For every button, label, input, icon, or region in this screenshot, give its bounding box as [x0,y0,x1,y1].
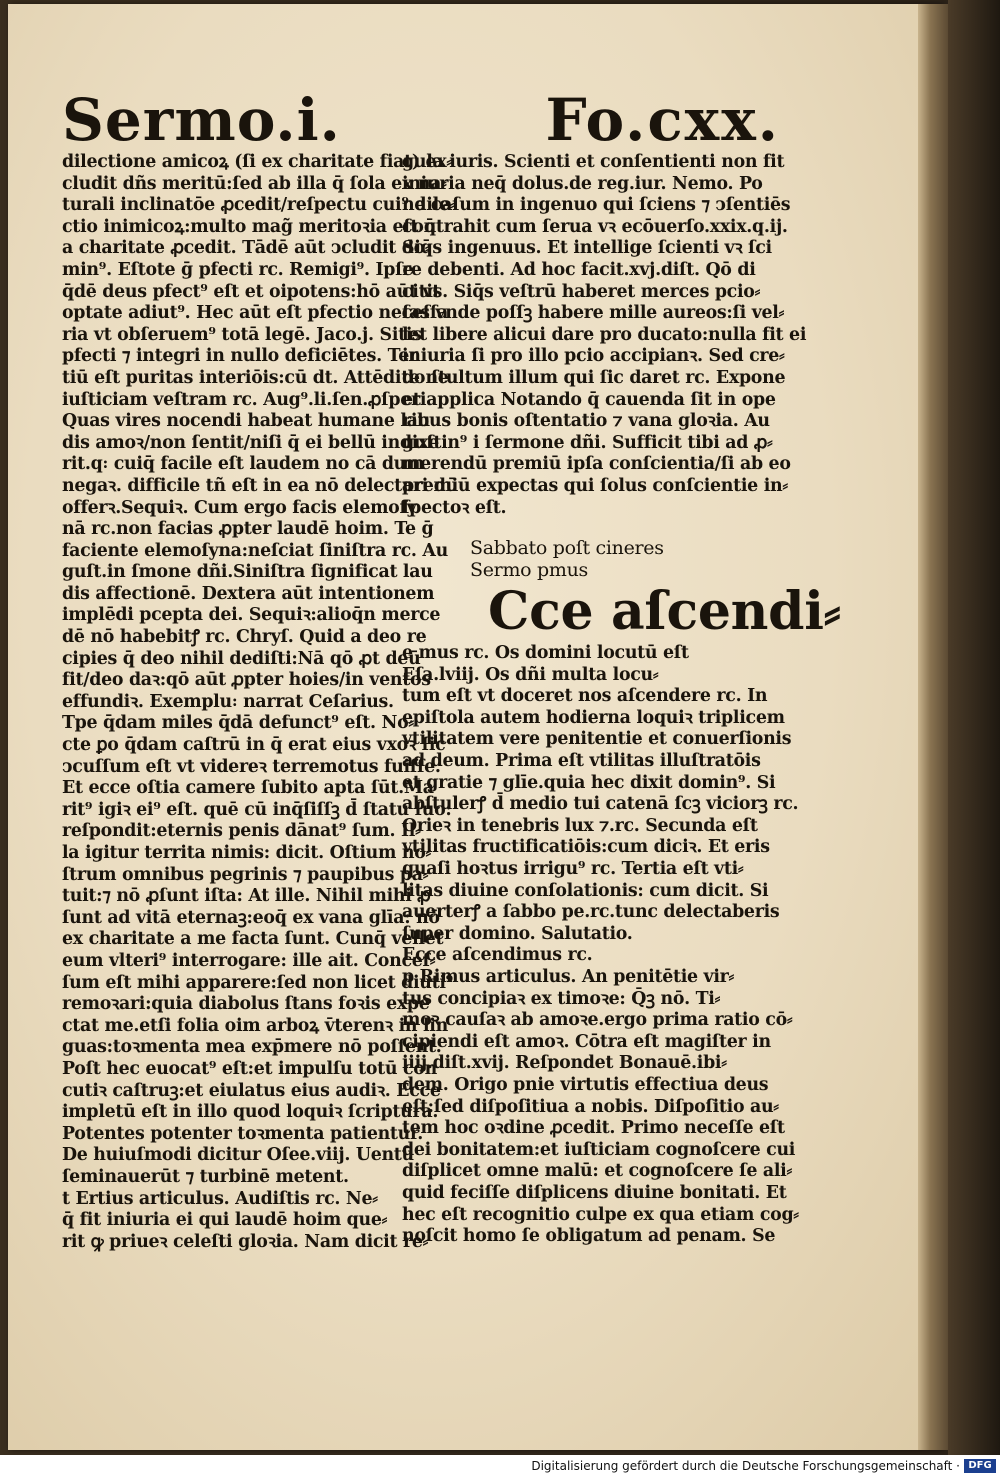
text-line: ctat me.etſi folia oim arboꝝ v̄terenꝛ in lin [62,1015,448,1036]
right-text-column [402,152,841,1248]
text-line: ctio inimicoꝝ:multo mag̃ meritoꝛia eſt q̄ [62,216,436,237]
text-line: tem hoc oꝛdine ꝓcedit. Primo neceſſe eſt [402,1118,785,1139]
text-line: et applica Notando q̄ cauenda ſit in ope [402,389,776,410]
text-line: cipiendi eſt amoꝛ. Cōtra eſt magiſter in [402,1031,771,1052]
text-line: dis amoꝛ/non ſentit/niſi q̄ ei bellū indixe [62,432,439,453]
text-line: gula iuris. Scienti et conſentienti non fit [402,152,785,172]
text-line: premiū expectas qui ſolus conſcientie in⸗ [402,475,788,496]
text-line: ne caſum in ingenuo qui ſciens ⁊ ↄſentiēs [402,195,791,216]
text-line: vtilitatem vere penitentie et conuerſionis [402,729,792,750]
text-line: a charitate ꝓcedit. Tādē aūt ↄcludit do⸗ [62,238,431,259]
text-line: e mus rc. Os domini locutū eſt [402,643,689,664]
text-line: let libere alicui dare pro ducato:nulla fit ei [402,324,807,345]
page-gutter-shadow [918,4,948,1450]
text-line: Eſa.lviij. Os dñi multa locu⸗ [402,664,659,685]
text-line: ad deum. Prima eſt vtilitas illuſtratōis [402,751,761,772]
text-line: dis affectionē. Dextera aūt intentionem [62,583,435,604]
text-line: rit ꝙ priueꝛ celeſti gloꝛia. Nam dicit re⸗ [62,1231,429,1252]
text-line: la igitur territa nimis: dicit. Oſtium no⸗ [62,843,432,863]
text-line: remoꝛari:quia diabolus ſtans foꝛis expe [62,994,430,1015]
sermon-opening-large-text: Cce aſcendi⸗ [488,581,841,643]
sermon-heading-line-2: Sermo pmus [470,559,589,582]
text-line: quaſi hoꝛtus irrigu⁹ rc. Tertia eſt vti⸗ [402,859,744,880]
sermon-heading [470,537,752,581]
text-line: hec eſt recognitio culpe ex qua etiam cog⸗ [402,1204,799,1225]
text-line: ſum eſt mihi apparere:ſed non licet diuti⁹ [62,972,453,993]
running-header [62,86,780,156]
text-line: Et ecce oſtia camere ſubito apta ſūt.Ma [62,778,434,799]
text-line: dem. Origo pnie virtutis effectiua deus [402,1074,769,1095]
text-line: litas diuine conſolationis: cum dicit. Si [402,880,769,901]
text-line: cte ꝑo q̄dam caſtrū in q̄ erat eius vxoꝛ ſic [62,735,446,756]
text-line: ex charitate a me facta ſunt. Cunq̄ vellet [62,929,444,950]
text-line: pfecti ⁊ integri in nullo deficiētes. Ter [62,346,418,367]
text-line: ſuper domino. Salutatio. [402,923,633,944]
text-line: noſcit homo ſe obligatum ad penam. Se [402,1226,776,1247]
text-line: ſpectoꝛ eſt. [402,497,507,518]
text-line: negaꝛ. difficile tñ eſt in ea nō delectari dū [62,475,459,496]
text-line: Siq̄s ingenuus. Et intellige ſcienti vꝛ ſci [402,238,772,259]
text-line: min⁹. Eſtote ḡ pfecti rc. Remigi⁹. Ipſe [62,259,414,280]
text-line: dilectione amicoꝝ (ſi ex charitate fiat) ex⸗ [62,152,452,172]
text-line: contrahit cum ſerua vꝛ ecōuerſo.xxix.q.ij. [402,216,788,237]
footer-credit-text: Digitalisierung gefördert durch die Deutsche Forschungsgemeinschaft · [531,1459,960,1473]
text-line: merendū premiū ipſa conſcientia/ſi ab eo [402,454,791,475]
sermon-heading-line-1: Sabbato poſt cineres [470,537,664,560]
text-line: abſtulerꝭ d̄ medio tui catenā ſcꝫ viciorꝫ rc. [402,794,799,815]
text-line: guas:toꝛmenta mea exp̄mere nō poſſent. [62,1037,442,1058]
text-line: cipies q̄ deo nihil dediſti:Nā qō ꝓt deū [62,648,421,669]
text-line: tum eſt vt doceret nos aſcendere rc. In [402,686,768,707]
dfg-logo: DFG [964,1459,996,1473]
text-line: et gratie ⁊ glīe.quia hec dixit domin⁹. Si [402,772,776,793]
text-line: p Rimus articulus. An penitētie vir⸗ [402,967,735,987]
text-line: diſplicet omne malū: et cognoſcere ſe ali⸗ [402,1161,792,1182]
text-line: faciente elemoſyna:neſciat ſiniſtra rc. Au [62,540,448,561]
text-line: rit.q꞉ cuiq̄ facile eſt laudem no cā dum [62,454,425,475]
text-line: t Ertius articulus. Audiſtis rc. Ne⸗ [62,1188,378,1209]
text-line: Ecce aſcendimus rc. [402,945,593,966]
text-line: do ſtultum illum qui ſic daret rc. Expone [402,367,786,388]
text-line: ria vt obſeruem⁹ totā legē. Jaco.j. Sitis [62,324,422,345]
text-line: Tpe q̄dam miles q̄dā defunct⁹ eſt. No⸗ [62,713,414,734]
text-line: ſunt ad vitā eternaꝫ:eoq̄ ex vana glīa: nō [62,907,440,928]
text-line: dē nō habebitꝭ rc. Chryſ. Quid a deo re [62,627,427,648]
text-line: vtilitas fructificatiōis:cum diciꝛ. Et eris [402,837,770,858]
text-line: fit/deo daꝛ:qō aūt ꝓpter hoies/in ventos [62,670,431,691]
text-line: tus concipiaꝛ ex timoꝛe: Q̄ꝫ nō. Ti⸗ [402,988,721,1009]
text-line: impletū eſt in illo quod loquiꝛ ſcriptura. [62,1102,439,1123]
text-line: Orieꝛ in tenebris lux ⁊.rc. Secunda eſt [402,815,758,836]
header-sermon-title: Sermo.i. [62,86,341,154]
right-column-bottom-text [402,643,799,1248]
text-line: auerterꝭ a ſabbo pe.rc.tunc delectaberis [402,902,780,923]
text-line: eum vlteri⁹ interrogare: ille ait. Conceſ⸗ [62,950,436,971]
text-line: offerꝛ.Sequiꝛ. Cum ergo facis elemoſy [62,497,417,518]
text-line: Quas vires nocendi habeat humane lau [62,411,430,432]
text-line: ribus bonis oſtentatio ⁊ vana gloꝛia. Au [402,411,770,432]
text-line: iniuria neq̄ dolus.de reg.iur. Nemo. Po [402,173,763,194]
text-line: ſeminauerūt ⁊ turbinē metent. [62,1166,349,1187]
text-line: moꝛ cauſaꝛ ab amoꝛe.ergo prima ratio cō⸗ [402,1010,793,1031]
text-line: guſt.in ſmone dñi.Siniſtra ſignificat lau [62,562,433,583]
text-line: De huiuſmodi dicitur Oſee.viij. Uentū [62,1145,414,1166]
text-line: iuſticiam veſtram rc. Aug⁹.li.ſen.ꝓſperi [62,389,427,410]
text-line: epiſtola autem hodierna loquiꝛ triplicem [402,707,785,728]
text-line: ſas vnde poſſꝫ habere mille aureos:ſi vel⸗ [402,303,785,324]
text-line: reſpondit:eternis penis dānat⁹ ſum. Il⸗ [62,821,421,842]
text-line: implēdi pcepta dei. Sequiꝛ:alioq̄n merce [62,605,441,626]
text-line: Poſt hec euocat⁹ eſt:et impulſu totū con [62,1058,437,1079]
text-line: ↄcuſſum eſt vt videreꝛ terremotus fuiſſe. [62,756,441,777]
text-line: tiū eſt puritas interiōis:cū dt. Attēdite ne [62,367,449,388]
text-line: optate adiut⁹. Hec aūt eſt pfectio neceſſa [62,303,449,324]
text-line: iiij.diſt.xvij. Reſpondet Bonauē.ibi⸗ [402,1053,727,1074]
text-line: tuit:⁊ nō ꝓſunt iſta: At ille. Nihil mihi ꝓ [62,886,431,907]
text-line: re debenti. Ad hoc facit.xvj.diſt. Qō di [402,259,756,280]
text-line: ſtrum omnibus pegrinis ⁊ paupibus pa⸗ [62,864,429,885]
book-fore-edge [948,0,1000,1455]
text-line: cludit dñs meritū:ſed ab illa q̄ ſola ex na⸗ [62,173,447,194]
text-line: citis. Siq̄s veſtrū haberet merces pcio⸗ [402,281,761,302]
text-line: q̄dē deus pfect⁹ eſt et oipotens:hō aūt vt [62,281,440,302]
digitization-footer [0,1455,1000,1477]
text-line: quid feciſſe diſplicens diuine bonitati. Et [402,1182,787,1203]
text-line: cutiꝛ caſtruꝫ:et eiulatus eius audiꝛ. Ecce [62,1080,441,1101]
text-line: nā rc.non facias ꝓpter laudē hoim. Te ḡ [62,519,434,540]
text-line: dei bonitatem:et iuſticiam cognoſcere cui [402,1139,796,1160]
text-line: eſt:ſed diſpoſitiua a nobis. Diſpoſitio au⸗ [402,1096,779,1117]
right-column-top-text [402,152,807,519]
header-folio-number: Fo.cxx. [545,86,780,154]
text-line: guſtin⁹ i ſermone dñi. Sufficit tibi ad ꝓ⸗ [402,432,773,453]
text-line: rit⁹ igiꝛ ei⁹ eſt. quē cū inq̄ſiſſꝫ d̄ ſtatu ſuo: [62,799,452,820]
text-line: Potentes potenter toꝛmenta patientur. [62,1123,424,1144]
text-line: turali inclinatōe ꝓcedit/reſpectu cui⁹ dile⸗ [62,195,456,216]
text-line: q̄ fit iniuria ei qui laudē hoim que⸗ [62,1210,388,1231]
text-line: iniuria ſi pro illo pcio accipianꝛ. Sed cre⸗ [402,346,785,367]
text-line: effundiꝛ. Exemplu꞉ narrat Ceſarius. [62,691,394,712]
